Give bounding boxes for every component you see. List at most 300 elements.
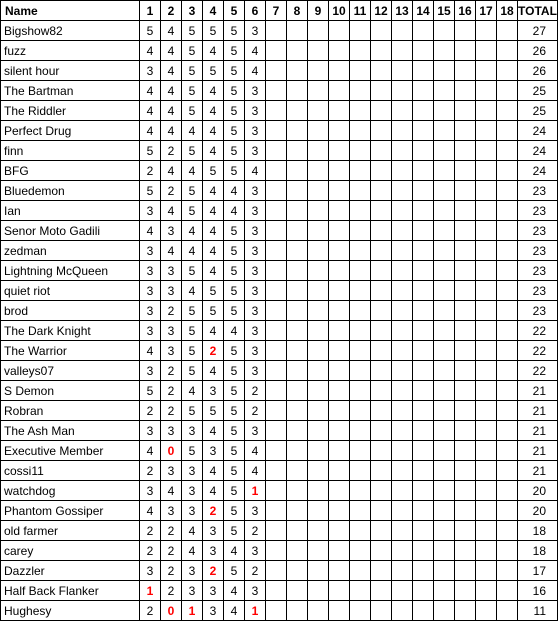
- score-cell: 5: [224, 261, 245, 281]
- score-cell: 4: [161, 121, 182, 141]
- empty-score-cell: [455, 601, 476, 621]
- score-cell: 4: [182, 521, 203, 541]
- empty-score-cell: [287, 401, 308, 421]
- empty-score-cell: [392, 261, 413, 281]
- empty-score-cell: [455, 321, 476, 341]
- empty-score-cell: [497, 181, 518, 201]
- empty-score-cell: [497, 101, 518, 121]
- total-cell: 22: [518, 321, 558, 341]
- empty-score-cell: [413, 601, 434, 621]
- score-cell: 4: [203, 181, 224, 201]
- empty-score-cell: [350, 321, 371, 341]
- empty-score-cell: [371, 541, 392, 561]
- empty-score-cell: [392, 301, 413, 321]
- empty-score-cell: [350, 521, 371, 541]
- empty-score-cell: [476, 381, 497, 401]
- empty-score-cell: [266, 361, 287, 381]
- total-cell: 25: [518, 101, 558, 121]
- empty-score-cell: [371, 521, 392, 541]
- table-row: [1, 301, 558, 321]
- score-cell: 3: [140, 481, 161, 501]
- empty-score-cell: [371, 201, 392, 221]
- empty-score-cell: [371, 281, 392, 301]
- empty-score-cell: [371, 381, 392, 401]
- column-header-round-15: 15: [434, 1, 455, 21]
- score-cell: 5: [224, 21, 245, 41]
- empty-score-cell: [497, 261, 518, 281]
- empty-score-cell: [413, 81, 434, 101]
- score-cell: 3: [182, 581, 203, 601]
- score-cell: 4: [203, 461, 224, 481]
- empty-score-cell: [497, 61, 518, 81]
- score-cell: 3: [245, 341, 266, 361]
- empty-score-cell: [287, 261, 308, 281]
- empty-score-cell: [392, 501, 413, 521]
- empty-score-cell: [329, 461, 350, 481]
- score-cell: 5: [182, 81, 203, 101]
- empty-score-cell: [497, 581, 518, 601]
- empty-score-cell: [350, 341, 371, 361]
- score-cell: 5: [182, 441, 203, 461]
- empty-score-cell: [287, 341, 308, 361]
- total-cell: 18: [518, 541, 558, 561]
- empty-score-cell: [371, 261, 392, 281]
- column-header-round-13: 13: [392, 1, 413, 21]
- total-cell: 16: [518, 581, 558, 601]
- empty-score-cell: [434, 221, 455, 241]
- empty-score-cell: [476, 121, 497, 141]
- score-cell: 2: [140, 161, 161, 181]
- score-cell: 4: [161, 241, 182, 261]
- empty-score-cell: [329, 41, 350, 61]
- empty-score-cell: [413, 461, 434, 481]
- empty-score-cell: [476, 81, 497, 101]
- table-row: [1, 441, 558, 461]
- empty-score-cell: [476, 181, 497, 201]
- empty-score-cell: [329, 521, 350, 541]
- empty-score-cell: [413, 241, 434, 261]
- empty-score-cell: [308, 281, 329, 301]
- empty-score-cell: [413, 401, 434, 421]
- column-header-round-10: 10: [329, 1, 350, 21]
- empty-score-cell: [308, 401, 329, 421]
- empty-score-cell: [308, 461, 329, 481]
- empty-score-cell: [497, 281, 518, 301]
- score-cell: 2: [245, 521, 266, 541]
- table-row: [1, 281, 558, 301]
- empty-score-cell: [287, 221, 308, 241]
- empty-score-cell: [329, 81, 350, 101]
- empty-score-cell: [455, 301, 476, 321]
- empty-score-cell: [455, 81, 476, 101]
- empty-score-cell: [413, 61, 434, 81]
- column-header-total: TOTAL: [518, 1, 558, 21]
- table-row: [1, 541, 558, 561]
- empty-score-cell: [434, 461, 455, 481]
- empty-score-cell: [329, 161, 350, 181]
- empty-score-cell: [350, 101, 371, 121]
- empty-score-cell: [392, 361, 413, 381]
- player-name-cell: Dazzler: [1, 561, 140, 581]
- table-row: [1, 501, 558, 521]
- empty-score-cell: [266, 201, 287, 221]
- table-row: [1, 161, 558, 181]
- score-cell: 5: [224, 361, 245, 381]
- player-name-cell: The Ash Man: [1, 421, 140, 441]
- empty-score-cell: [308, 81, 329, 101]
- table-row: [1, 101, 558, 121]
- empty-score-cell: [476, 581, 497, 601]
- empty-score-cell: [413, 521, 434, 541]
- column-header-round-12: 12: [371, 1, 392, 21]
- empty-score-cell: [497, 81, 518, 101]
- score-cell: 4: [161, 21, 182, 41]
- empty-score-cell: [413, 221, 434, 241]
- score-cell: 3: [161, 501, 182, 521]
- empty-score-cell: [434, 521, 455, 541]
- empty-score-cell: [434, 201, 455, 221]
- total-cell: 18: [518, 521, 558, 541]
- empty-score-cell: [266, 121, 287, 141]
- score-cell: 4: [224, 601, 245, 621]
- score-cell: 3: [245, 181, 266, 201]
- empty-score-cell: [455, 401, 476, 421]
- empty-score-cell: [413, 321, 434, 341]
- empty-score-cell: [266, 281, 287, 301]
- score-cell: 5: [224, 61, 245, 81]
- score-cell: 4: [203, 321, 224, 341]
- empty-score-cell: [350, 141, 371, 161]
- score-cell: 5: [182, 341, 203, 361]
- player-name-cell: brod: [1, 301, 140, 321]
- empty-score-cell: [455, 41, 476, 61]
- empty-score-cell: [392, 161, 413, 181]
- empty-score-cell: [497, 41, 518, 61]
- empty-score-cell: [329, 441, 350, 461]
- score-cell: 3: [203, 521, 224, 541]
- empty-score-cell: [497, 521, 518, 541]
- empty-score-cell: [476, 241, 497, 261]
- empty-score-cell: [308, 61, 329, 81]
- empty-score-cell: [455, 461, 476, 481]
- empty-score-cell: [308, 381, 329, 401]
- total-cell: 23: [518, 181, 558, 201]
- score-cell: 3: [140, 241, 161, 261]
- table-row: [1, 21, 558, 41]
- empty-score-cell: [497, 361, 518, 381]
- empty-score-cell: [371, 61, 392, 81]
- score-cell: 1: [140, 581, 161, 601]
- empty-score-cell: [266, 221, 287, 241]
- score-cell: 2: [140, 461, 161, 481]
- empty-score-cell: [308, 421, 329, 441]
- empty-score-cell: [287, 421, 308, 441]
- empty-score-cell: [434, 421, 455, 441]
- empty-score-cell: [350, 21, 371, 41]
- empty-score-cell: [497, 241, 518, 261]
- score-cell: 4: [203, 141, 224, 161]
- score-cell: 5: [224, 341, 245, 361]
- total-cell: 26: [518, 61, 558, 81]
- score-cell: 5: [203, 281, 224, 301]
- empty-score-cell: [350, 301, 371, 321]
- empty-score-cell: [392, 141, 413, 161]
- empty-score-cell: [350, 381, 371, 401]
- empty-score-cell: [287, 61, 308, 81]
- empty-score-cell: [476, 541, 497, 561]
- score-cell: 3: [203, 541, 224, 561]
- empty-score-cell: [434, 441, 455, 461]
- score-cell: 5: [182, 41, 203, 61]
- score-cell: 0: [161, 601, 182, 621]
- score-cell: 4: [161, 41, 182, 61]
- score-cell: 5: [182, 301, 203, 321]
- player-name-cell: valleys07: [1, 361, 140, 381]
- score-cell: 3: [140, 261, 161, 281]
- score-cell: 2: [161, 361, 182, 381]
- score-cell: 4: [140, 121, 161, 141]
- score-cell: 3: [245, 81, 266, 101]
- total-cell: 23: [518, 241, 558, 261]
- column-header-round-11: 11: [350, 1, 371, 21]
- score-cell: 5: [140, 181, 161, 201]
- empty-score-cell: [434, 161, 455, 181]
- empty-score-cell: [350, 561, 371, 581]
- empty-score-cell: [287, 601, 308, 621]
- empty-score-cell: [287, 41, 308, 61]
- empty-score-cell: [266, 301, 287, 321]
- score-cell: 3: [203, 581, 224, 601]
- table-row: [1, 581, 558, 601]
- empty-score-cell: [476, 321, 497, 341]
- empty-score-cell: [455, 241, 476, 261]
- empty-score-cell: [350, 461, 371, 481]
- score-cell: 3: [140, 421, 161, 441]
- empty-score-cell: [371, 421, 392, 441]
- empty-score-cell: [413, 341, 434, 361]
- empty-score-cell: [476, 281, 497, 301]
- empty-score-cell: [350, 541, 371, 561]
- empty-score-cell: [308, 541, 329, 561]
- empty-score-cell: [266, 101, 287, 121]
- player-name-cell: carey: [1, 541, 140, 561]
- empty-score-cell: [266, 261, 287, 281]
- player-name-cell: quiet riot: [1, 281, 140, 301]
- player-name-cell: The Riddler: [1, 101, 140, 121]
- empty-score-cell: [455, 521, 476, 541]
- empty-score-cell: [497, 21, 518, 41]
- empty-score-cell: [266, 381, 287, 401]
- score-cell: 3: [245, 541, 266, 561]
- score-cell: 4: [203, 361, 224, 381]
- empty-score-cell: [350, 361, 371, 381]
- total-cell: 23: [518, 301, 558, 321]
- score-cell: 4: [182, 121, 203, 141]
- table-row: [1, 461, 558, 481]
- empty-score-cell: [413, 361, 434, 381]
- player-name-cell: cossi11: [1, 461, 140, 481]
- total-cell: 21: [518, 401, 558, 421]
- score-cell: 3: [245, 281, 266, 301]
- empty-score-cell: [329, 401, 350, 421]
- empty-score-cell: [413, 201, 434, 221]
- empty-score-cell: [308, 21, 329, 41]
- score-cell: 5: [224, 461, 245, 481]
- empty-score-cell: [476, 341, 497, 361]
- empty-score-cell: [287, 361, 308, 381]
- total-cell: 26: [518, 41, 558, 61]
- empty-score-cell: [371, 241, 392, 261]
- score-cell: 2: [161, 561, 182, 581]
- empty-score-cell: [287, 121, 308, 141]
- empty-score-cell: [329, 381, 350, 401]
- score-cell: 2: [140, 541, 161, 561]
- empty-score-cell: [371, 501, 392, 521]
- score-cell: 5: [224, 101, 245, 121]
- empty-score-cell: [371, 561, 392, 581]
- empty-score-cell: [413, 561, 434, 581]
- score-cell: 5: [140, 381, 161, 401]
- empty-score-cell: [329, 261, 350, 281]
- empty-score-cell: [329, 361, 350, 381]
- score-cell: 3: [245, 361, 266, 381]
- score-cell: 4: [203, 101, 224, 121]
- empty-score-cell: [413, 261, 434, 281]
- score-cell: 2: [203, 561, 224, 581]
- empty-score-cell: [434, 281, 455, 301]
- empty-score-cell: [350, 401, 371, 421]
- score-cell: 5: [224, 221, 245, 241]
- table-row: [1, 381, 558, 401]
- score-cell: 2: [161, 541, 182, 561]
- empty-score-cell: [266, 581, 287, 601]
- score-cell: 5: [224, 521, 245, 541]
- empty-score-cell: [476, 441, 497, 461]
- score-cell: 2: [140, 401, 161, 421]
- empty-score-cell: [308, 321, 329, 341]
- score-cell: 3: [245, 241, 266, 261]
- score-cell: 2: [203, 501, 224, 521]
- empty-score-cell: [329, 21, 350, 41]
- score-cell: 5: [203, 61, 224, 81]
- empty-score-cell: [434, 501, 455, 521]
- empty-score-cell: [371, 401, 392, 421]
- empty-score-cell: [455, 481, 476, 501]
- column-header-round-18: 18: [497, 1, 518, 21]
- empty-score-cell: [350, 481, 371, 501]
- table-row: [1, 221, 558, 241]
- score-cell: 3: [161, 321, 182, 341]
- score-cell: 3: [182, 501, 203, 521]
- score-cell: 3: [161, 461, 182, 481]
- empty-score-cell: [287, 181, 308, 201]
- player-name-cell: Senor Moto Gadili: [1, 221, 140, 241]
- score-cell: 5: [182, 401, 203, 421]
- score-cell: 3: [140, 301, 161, 321]
- empty-score-cell: [350, 241, 371, 261]
- empty-score-cell: [329, 341, 350, 361]
- score-cell: 5: [224, 421, 245, 441]
- empty-score-cell: [434, 401, 455, 421]
- score-cell: 4: [203, 221, 224, 241]
- score-cell: 2: [161, 301, 182, 321]
- table-row: [1, 121, 558, 141]
- empty-score-cell: [434, 141, 455, 161]
- empty-score-cell: [371, 41, 392, 61]
- empty-score-cell: [392, 41, 413, 61]
- score-cell: 3: [245, 141, 266, 161]
- empty-score-cell: [476, 361, 497, 381]
- score-cell: 4: [182, 161, 203, 181]
- score-cell: 5: [224, 81, 245, 101]
- score-cell: 2: [161, 521, 182, 541]
- empty-score-cell: [266, 541, 287, 561]
- table-body: [1, 21, 558, 621]
- empty-score-cell: [371, 81, 392, 101]
- score-cell: 4: [245, 461, 266, 481]
- empty-score-cell: [434, 601, 455, 621]
- empty-score-cell: [308, 341, 329, 361]
- empty-score-cell: [287, 381, 308, 401]
- column-header-round-3: 3: [182, 1, 203, 21]
- empty-score-cell: [329, 241, 350, 261]
- column-header-round-8: 8: [287, 1, 308, 21]
- score-cell: 4: [161, 81, 182, 101]
- score-cell: 4: [161, 61, 182, 81]
- score-cell: 4: [224, 541, 245, 561]
- empty-score-cell: [392, 401, 413, 421]
- score-cell: 3: [140, 61, 161, 81]
- empty-score-cell: [455, 201, 476, 221]
- total-cell: 23: [518, 201, 558, 221]
- empty-score-cell: [329, 101, 350, 121]
- empty-score-cell: [434, 321, 455, 341]
- score-cell: 2: [140, 521, 161, 541]
- empty-score-cell: [329, 61, 350, 81]
- empty-score-cell: [434, 381, 455, 401]
- score-cell: 4: [203, 241, 224, 261]
- score-cell: 5: [224, 141, 245, 161]
- empty-score-cell: [287, 241, 308, 261]
- table-row: [1, 341, 558, 361]
- empty-score-cell: [476, 261, 497, 281]
- empty-score-cell: [308, 361, 329, 381]
- empty-score-cell: [413, 181, 434, 201]
- score-cell: 1: [182, 601, 203, 621]
- score-cell: 3: [245, 201, 266, 221]
- score-cell: 4: [203, 261, 224, 281]
- total-cell: 20: [518, 501, 558, 521]
- empty-score-cell: [287, 481, 308, 501]
- empty-score-cell: [308, 181, 329, 201]
- empty-score-cell: [266, 561, 287, 581]
- player-name-cell: The Bartman: [1, 81, 140, 101]
- empty-score-cell: [371, 141, 392, 161]
- score-cell: 1: [245, 481, 266, 501]
- score-cell: 2: [203, 341, 224, 361]
- empty-score-cell: [287, 541, 308, 561]
- empty-score-cell: [413, 301, 434, 321]
- empty-score-cell: [329, 561, 350, 581]
- empty-score-cell: [497, 421, 518, 441]
- empty-score-cell: [413, 581, 434, 601]
- empty-score-cell: [329, 421, 350, 441]
- empty-score-cell: [455, 441, 476, 461]
- score-cell: 4: [140, 501, 161, 521]
- empty-score-cell: [350, 81, 371, 101]
- score-cell: 2: [245, 561, 266, 581]
- score-cell: 5: [224, 401, 245, 421]
